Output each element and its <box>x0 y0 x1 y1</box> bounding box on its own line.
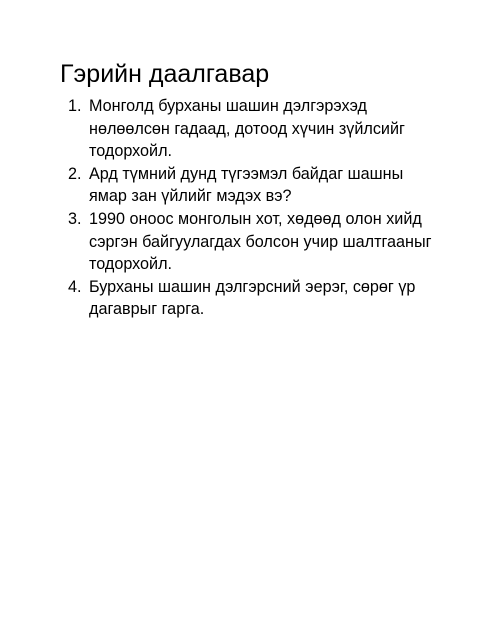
list-item-text: нөлөөлсөн гадаад, дотоод хүчин зүйлсийг <box>89 119 405 138</box>
list-item-text: 1990 оноос монголын хот, хөдөөд олон хийд <box>89 209 422 228</box>
list-item <box>68 208 468 276</box>
list-item <box>68 163 468 208</box>
list-item-text: сэргэн байгуулагдах болсон учир шалтгааныг <box>89 232 432 251</box>
list-item-text: Монголд бурханы шашин дэлгэрэхэд <box>89 97 367 115</box>
list-item-text: Бурханы шашин дэлгэрсний эерэг, сөрөг үр <box>89 277 416 296</box>
list-item <box>68 95 468 163</box>
list-item-number: 1. <box>68 97 82 115</box>
list-item <box>68 276 468 321</box>
list-item-number: 2. <box>68 164 82 183</box>
list-item-text: ямар зан үйлийг мэдэх вэ? <box>89 187 292 206</box>
list-item-text: тодорхойл. <box>89 142 173 161</box>
page-title: Гэрийн даалгавар <box>60 60 270 88</box>
list-item-text: дагаврыг гарга. <box>89 300 205 319</box>
list-item-text: Ард түмний дунд түгээмэл байдаг шашны <box>89 164 404 183</box>
list-item-number: 3. <box>68 209 82 228</box>
list-item-number: 4. <box>68 277 82 296</box>
list-item-text: тодорхойл. <box>89 255 173 274</box>
homework-list <box>68 95 468 321</box>
